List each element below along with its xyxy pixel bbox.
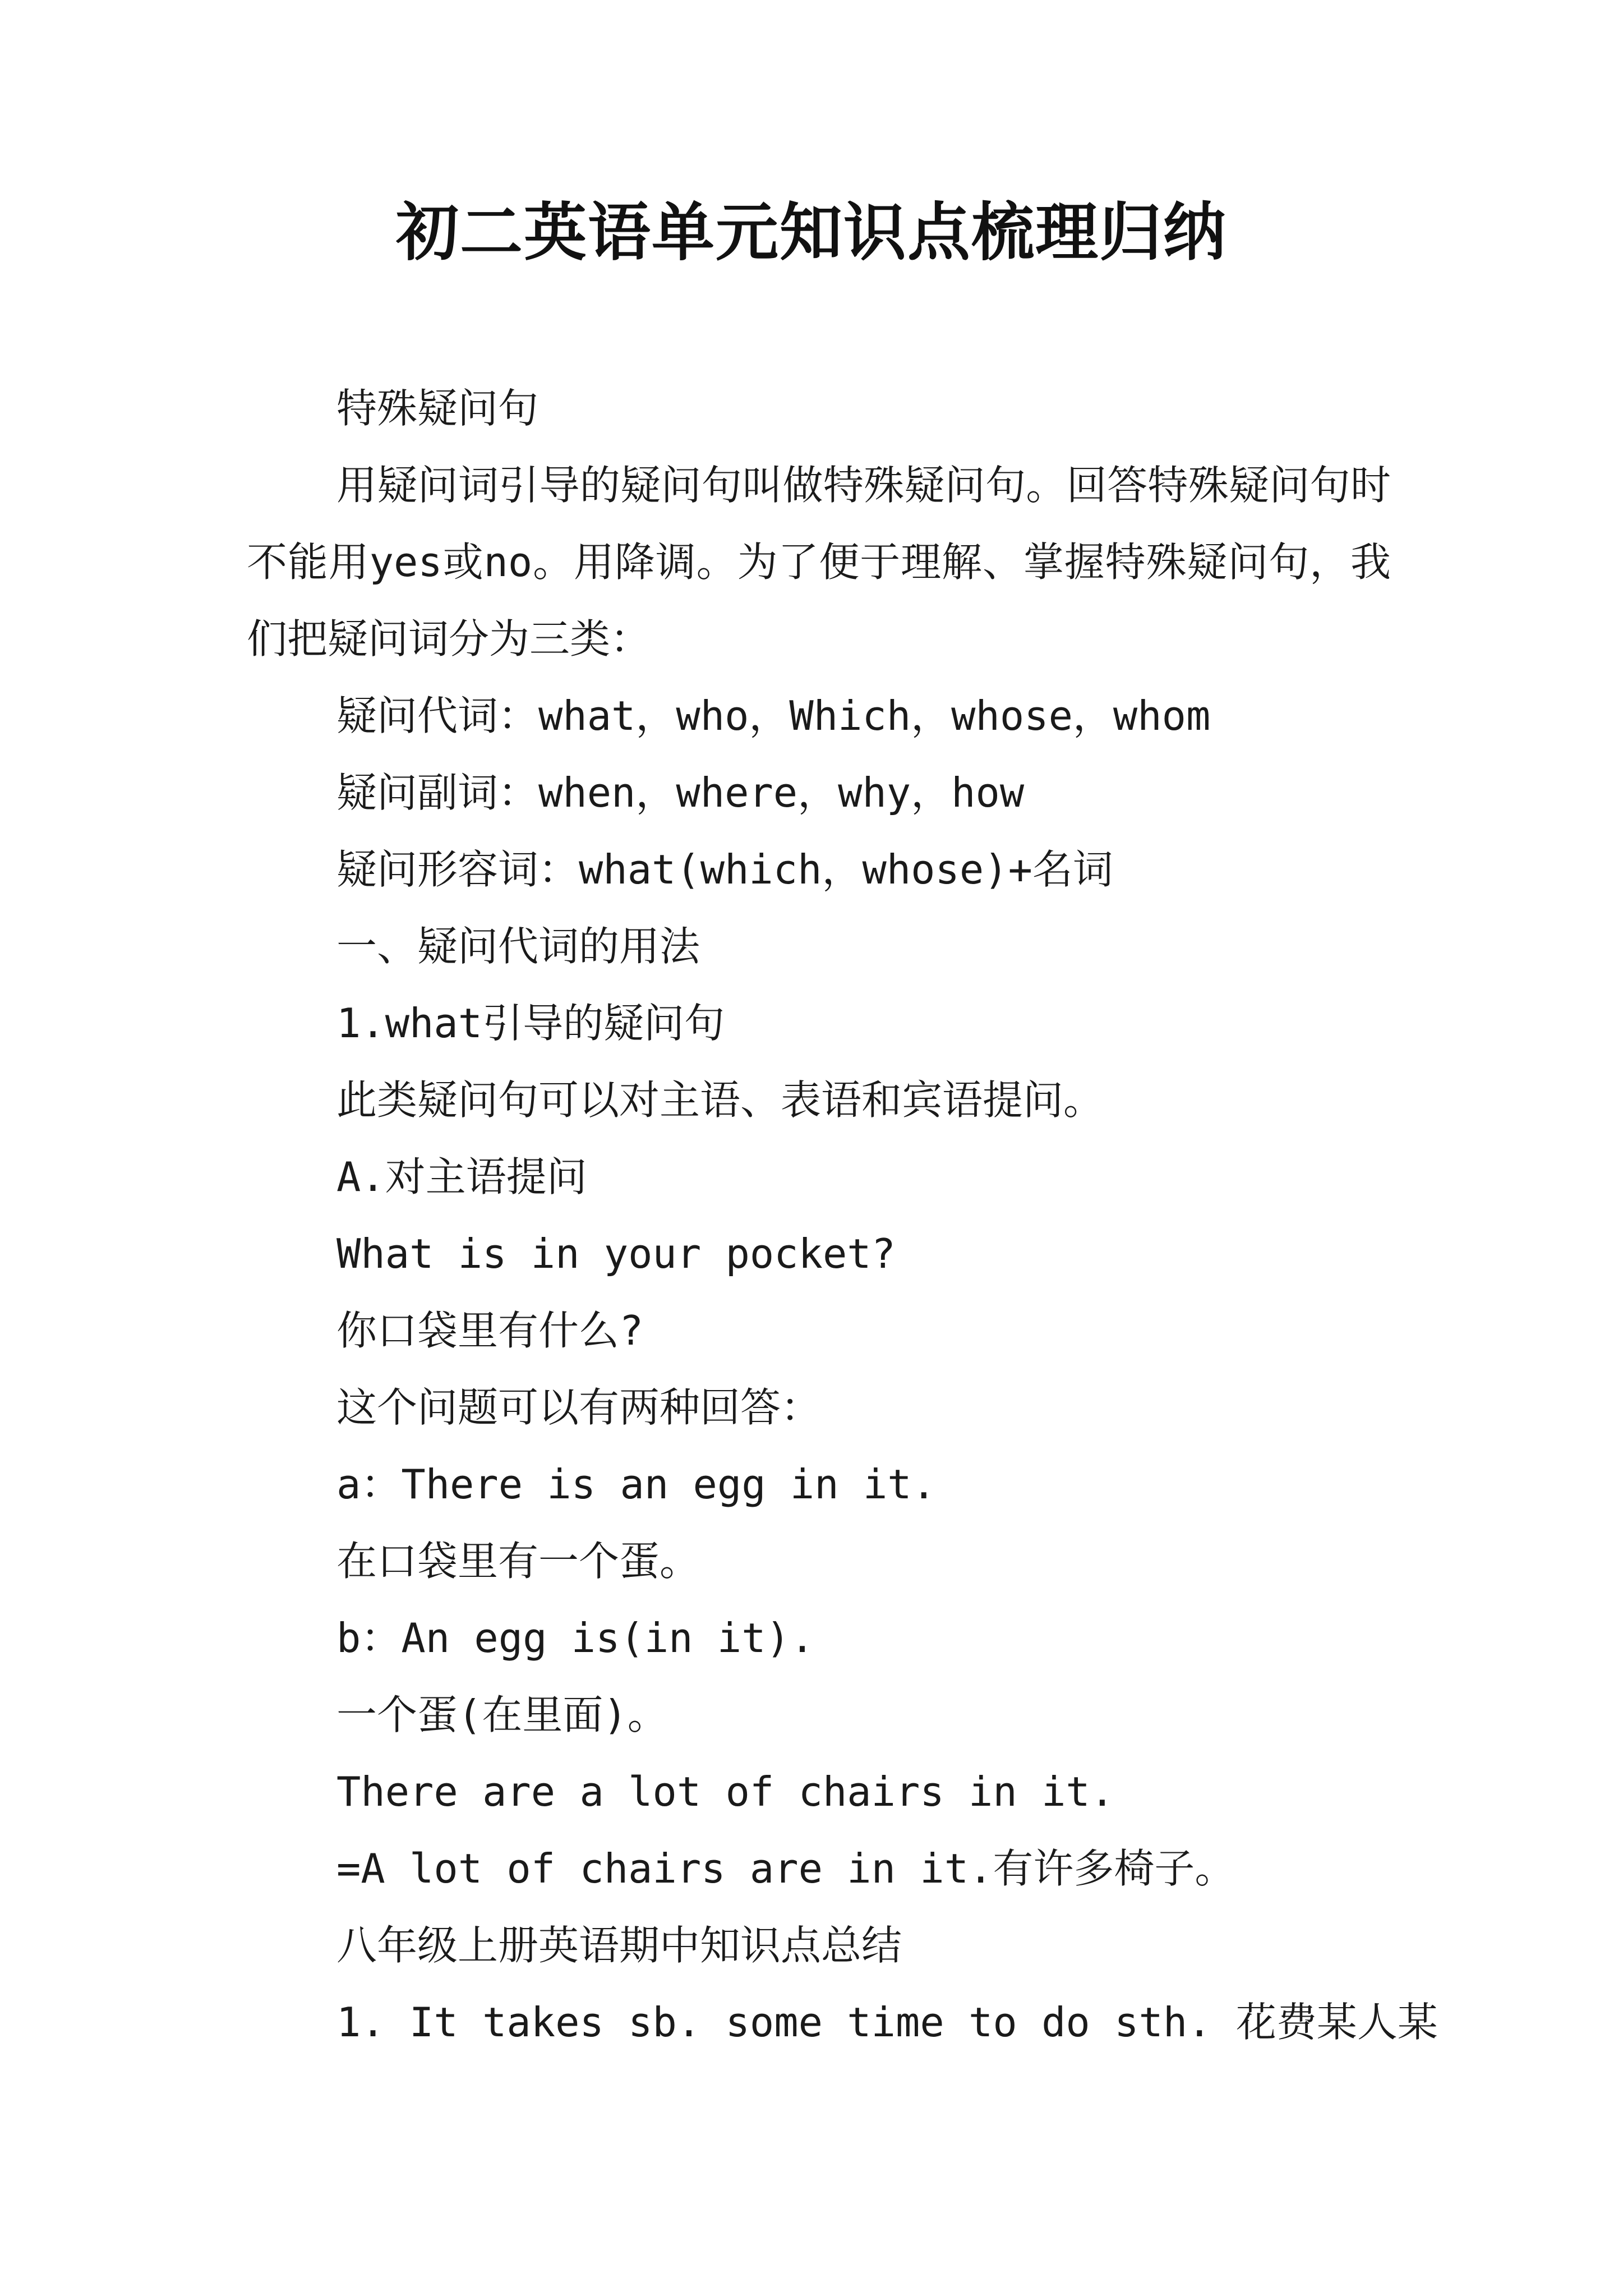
paragraph: a：There is an egg in it. [336,1461,936,1508]
paragraph: b：An egg is(in it). [336,1614,815,1662]
paragraph: There are a lot of chairs in it. [336,1768,1115,1815]
paragraph: =A lot of chairs are in it.有许多椅子。 [336,1845,1235,1892]
paragraph: What is in your pocket? [336,1230,896,1277]
paragraph: 这个问题可以有两种回答： [336,1384,822,1431]
paragraph: 疑问形容词：what(which，whose)+名词 [336,846,1113,893]
document-body [247,370,1438,2061]
paragraph: 疑问代词：what，who，Which，whose，whom [336,692,1211,739]
paragraph: A.对主语提问 [336,1153,587,1200]
paragraph: 特殊疑问句 [336,385,539,432]
paragraph: 你口袋里有什么? [336,1307,644,1354]
paragraph: 用疑问词引导的疑问句叫做特殊疑问句。回答特殊疑问句时不能用yes或no。用降调。为了便于理解、掌握特殊疑问句，我们把疑问词分为三类： [247,462,1391,662]
paragraph: 八年级上册英语期中知识点总结 [336,1922,902,1969]
document-title: 初二英语单元知识点梳理归纳 [396,196,1227,269]
paragraph: 1. It takes sb. some time to do sth. 花费某人某 [336,1999,1438,2046]
paragraph: 1.what引导的疑问句 [336,1000,725,1047]
paragraph: 疑问副词：when，where，why，how [336,769,1025,816]
paragraph: 一个蛋(在里面)。 [336,1691,668,1738]
paragraph: 在口袋里有一个蛋。 [336,1538,700,1585]
paragraph: 此类疑问句可以对主语、表语和宾语提问。 [336,1076,1104,1124]
paragraph: 一、疑问代词的用法 [336,923,700,970]
